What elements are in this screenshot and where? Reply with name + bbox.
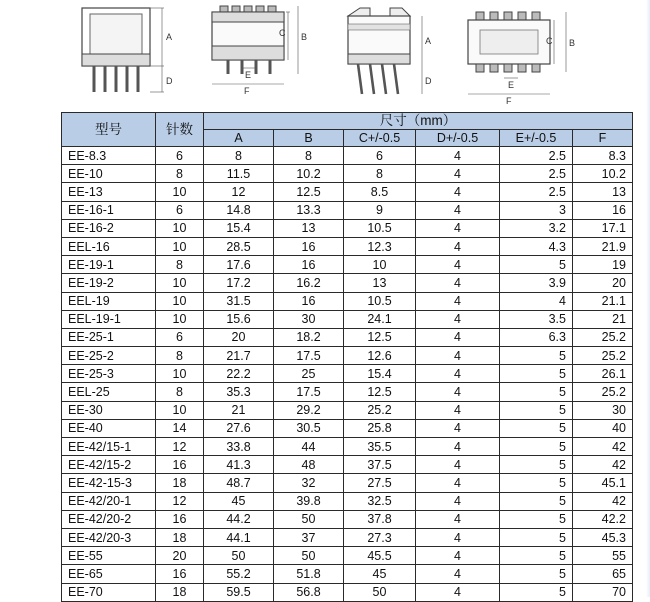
dim-label-f-bottom: F	[506, 96, 512, 106]
table-body	[62, 147, 633, 602]
cell-a: 8	[204, 147, 274, 165]
header-col-e: E+/-0.5	[500, 130, 573, 147]
cell-b: 12.5	[274, 183, 344, 201]
cell-b: 25	[274, 365, 344, 383]
cell-model: EE-16-1	[62, 201, 156, 219]
cell-f: 42	[573, 492, 633, 510]
cell-model: EE-42/20-1	[62, 492, 156, 510]
cell-model: EE-10	[62, 165, 156, 183]
cell-d: 4	[416, 365, 500, 383]
cell-f: 10.2	[573, 165, 633, 183]
cell-c: 45	[344, 565, 416, 583]
cell-c: 8	[344, 165, 416, 183]
cell-b: 13	[274, 219, 344, 237]
table-row	[62, 583, 633, 601]
cell-c: 8.5	[344, 183, 416, 201]
cell-d: 4	[416, 474, 500, 492]
cell-b: 13.3	[274, 201, 344, 219]
table-row	[62, 419, 633, 437]
header-col-a: A	[204, 130, 274, 147]
cell-model: EE-55	[62, 547, 156, 565]
cell-b: 17.5	[274, 347, 344, 365]
dim-label-a-persp: A	[425, 36, 432, 46]
cell-a: 59.5	[204, 583, 274, 601]
cell-e: 3	[500, 201, 573, 219]
table-row	[62, 474, 633, 492]
cell-c: 37.8	[344, 510, 416, 528]
cell-d: 4	[416, 256, 500, 274]
dim-label-c-bottom: C	[546, 36, 553, 46]
cell-a: 21	[204, 401, 274, 419]
cell-f: 21.1	[573, 292, 633, 310]
cell-d: 4	[416, 165, 500, 183]
cell-model: EEL-19-1	[62, 310, 156, 328]
cell-c: 10.5	[344, 292, 416, 310]
cell-f: 25.2	[573, 328, 633, 346]
cell-a: 41.3	[204, 456, 274, 474]
right-edge-shadow	[646, 0, 650, 597]
cell-pins: 8	[156, 383, 204, 401]
cell-d: 4	[416, 292, 500, 310]
cell-b: 16	[274, 292, 344, 310]
cell-e: 3.2	[500, 219, 573, 237]
cell-a: 17.2	[204, 274, 274, 292]
cell-pins: 10	[156, 237, 204, 255]
cell-model: EE-30	[62, 401, 156, 419]
table-row	[62, 147, 633, 165]
cell-b: 30.5	[274, 419, 344, 437]
cell-d: 4	[416, 456, 500, 474]
cell-e: 5	[500, 547, 573, 565]
cell-d: 4	[416, 438, 500, 456]
cell-d: 4	[416, 383, 500, 401]
cell-a: 27.6	[204, 419, 274, 437]
cell-e: 5	[500, 347, 573, 365]
cell-a: 15.6	[204, 310, 274, 328]
cell-a: 20	[204, 328, 274, 346]
side-view-diagram	[78, 2, 188, 102]
cell-d: 4	[416, 219, 500, 237]
cell-pins: 18	[156, 474, 204, 492]
cell-e: 4	[500, 292, 573, 310]
cell-f: 25.2	[573, 347, 633, 365]
cell-e: 5	[500, 419, 573, 437]
cell-model: EE-19-2	[62, 274, 156, 292]
table-row	[62, 365, 633, 383]
cell-a: 12	[204, 183, 274, 201]
cell-model: EE-42/20-3	[62, 528, 156, 546]
header-col-b: B	[274, 130, 344, 147]
cell-b: 48	[274, 456, 344, 474]
cell-f: 16	[573, 201, 633, 219]
cell-d: 4	[416, 565, 500, 583]
cell-f: 21	[573, 310, 633, 328]
cell-pins: 10	[156, 401, 204, 419]
cell-f: 42.2	[573, 510, 633, 528]
cell-b: 39.8	[274, 492, 344, 510]
cell-pins: 10	[156, 183, 204, 201]
cell-d: 4	[416, 583, 500, 601]
header-row-top	[62, 113, 633, 130]
table-row	[62, 401, 633, 419]
cell-a: 33.8	[204, 438, 274, 456]
cell-c: 10	[344, 256, 416, 274]
cell-b: 10.2	[274, 165, 344, 183]
cell-model: EE-16-2	[62, 219, 156, 237]
dim-label-f-front: F	[244, 86, 250, 96]
cell-pins: 20	[156, 547, 204, 565]
cell-e: 5	[500, 438, 573, 456]
cell-b: 16	[274, 237, 344, 255]
table-row	[62, 528, 633, 546]
cell-f: 26.1	[573, 365, 633, 383]
cell-e: 3.5	[500, 310, 573, 328]
cell-d: 4	[416, 510, 500, 528]
table-row	[62, 456, 633, 474]
cell-c: 25.2	[344, 401, 416, 419]
cell-d: 4	[416, 492, 500, 510]
table-row	[62, 256, 633, 274]
cell-model: EEL-16	[62, 237, 156, 255]
cell-model: EE-42/15-2	[62, 456, 156, 474]
cell-f: 17.1	[573, 219, 633, 237]
cell-a: 21.7	[204, 347, 274, 365]
table-row	[62, 510, 633, 528]
dim-label-d-persp: D	[425, 76, 432, 86]
cell-a: 44.2	[204, 510, 274, 528]
cell-pins: 10	[156, 365, 204, 383]
dim-label-b: B	[301, 32, 308, 42]
cell-model: EE-13	[62, 183, 156, 201]
cell-c: 6	[344, 147, 416, 165]
cell-model: EE-25-1	[62, 328, 156, 346]
cell-a: 22.2	[204, 365, 274, 383]
cell-c: 10.5	[344, 219, 416, 237]
cell-model: EE-65	[62, 565, 156, 583]
table-row	[62, 347, 633, 365]
cell-e: 5	[500, 583, 573, 601]
cell-a: 44.1	[204, 528, 274, 546]
cell-b: 51.8	[274, 565, 344, 583]
cell-d: 4	[416, 274, 500, 292]
cell-model: EE-42/15-1	[62, 438, 156, 456]
cell-pins: 16	[156, 510, 204, 528]
table-row	[62, 492, 633, 510]
cell-pins: 12	[156, 438, 204, 456]
dim-label-d: D	[166, 76, 173, 86]
table-row	[62, 328, 633, 346]
cell-c: 32.5	[344, 492, 416, 510]
cell-e: 6.3	[500, 328, 573, 346]
cell-d: 4	[416, 528, 500, 546]
cell-b: 16	[274, 256, 344, 274]
cell-pins: 6	[156, 328, 204, 346]
cell-f: 30	[573, 401, 633, 419]
cell-model: EE-25-2	[62, 347, 156, 365]
cell-e: 5	[500, 383, 573, 401]
table-row	[62, 183, 633, 201]
cell-model: EE-8.3	[62, 147, 156, 165]
cell-model: EE-19-1	[62, 256, 156, 274]
dim-label-a: A	[166, 32, 173, 42]
table-row	[62, 565, 633, 583]
cell-d: 4	[416, 147, 500, 165]
cell-f: 65	[573, 565, 633, 583]
cell-pins: 6	[156, 201, 204, 219]
table-row	[62, 438, 633, 456]
table-row	[62, 219, 633, 237]
cell-b: 17.5	[274, 383, 344, 401]
cell-model: EE-70	[62, 583, 156, 601]
cell-f: 55	[573, 547, 633, 565]
cell-a: 45	[204, 492, 274, 510]
cell-a: 48.7	[204, 474, 274, 492]
header-model: 型号	[62, 113, 156, 147]
cell-f: 42	[573, 438, 633, 456]
cell-pins: 8	[156, 256, 204, 274]
cell-pins: 18	[156, 583, 204, 601]
table-row	[62, 237, 633, 255]
cell-c: 35.5	[344, 438, 416, 456]
cell-e: 5	[500, 510, 573, 528]
cell-pins: 10	[156, 292, 204, 310]
dim-label-e-front: E	[245, 70, 252, 80]
cell-a: 17.6	[204, 256, 274, 274]
cell-model: EE-42-15-3	[62, 474, 156, 492]
cell-e: 3.9	[500, 274, 573, 292]
cell-c: 24.1	[344, 310, 416, 328]
cell-c: 12.6	[344, 347, 416, 365]
cell-a: 11.5	[204, 165, 274, 183]
cell-model: EE-25-3	[62, 365, 156, 383]
cell-pins: 10	[156, 310, 204, 328]
cell-a: 14.8	[204, 201, 274, 219]
cell-d: 4	[416, 310, 500, 328]
header-col-d: D+/-0.5	[416, 130, 500, 147]
cell-b: 32	[274, 474, 344, 492]
cell-f: 70	[573, 583, 633, 601]
cell-c: 37.5	[344, 456, 416, 474]
cell-a: 55.2	[204, 565, 274, 583]
table-row	[62, 547, 633, 565]
cell-pins: 8	[156, 165, 204, 183]
cell-pins: 6	[156, 147, 204, 165]
cell-a: 31.5	[204, 292, 274, 310]
cell-b: 29.2	[274, 401, 344, 419]
cell-f: 40	[573, 419, 633, 437]
perspective-view-diagram	[340, 4, 445, 104]
cell-e: 5	[500, 492, 573, 510]
cell-c: 13	[344, 274, 416, 292]
cell-d: 4	[416, 328, 500, 346]
cell-model: EEL-25	[62, 383, 156, 401]
cell-a: 50	[204, 547, 274, 565]
cell-b: 56.8	[274, 583, 344, 601]
front-view-diagram	[208, 0, 318, 100]
cell-pins: 8	[156, 347, 204, 365]
cell-pins: 14	[156, 419, 204, 437]
cell-c: 12.3	[344, 237, 416, 255]
cell-c: 12.5	[344, 328, 416, 346]
cell-b: 18.2	[274, 328, 344, 346]
bottom-view-diagram	[462, 4, 587, 108]
cell-d: 4	[416, 347, 500, 365]
cell-b: 44	[274, 438, 344, 456]
cell-c: 12.5	[344, 383, 416, 401]
cell-e: 2.5	[500, 165, 573, 183]
dim-label-e-bottom: E	[508, 80, 515, 90]
cell-e: 4.3	[500, 237, 573, 255]
cell-b: 30	[274, 310, 344, 328]
dim-label-b-bottom: B	[569, 38, 576, 48]
cell-f: 13	[573, 183, 633, 201]
cell-pins: 12	[156, 492, 204, 510]
cell-c: 27.3	[344, 528, 416, 546]
cell-f: 20	[573, 274, 633, 292]
cell-b: 8	[274, 147, 344, 165]
cell-f: 45.3	[573, 528, 633, 546]
cell-c: 50	[344, 583, 416, 601]
cell-d: 4	[416, 201, 500, 219]
cell-e: 5	[500, 365, 573, 383]
table-row	[62, 310, 633, 328]
header-size-group: 尺寸（mm）	[204, 113, 633, 130]
header-col-c: C+/-0.5	[344, 130, 416, 147]
cell-c: 45.5	[344, 547, 416, 565]
cell-e: 5	[500, 456, 573, 474]
cell-f: 25.2	[573, 383, 633, 401]
cell-f: 8.3	[573, 147, 633, 165]
cell-model: EE-42/20-2	[62, 510, 156, 528]
cell-c: 15.4	[344, 365, 416, 383]
table-row	[62, 274, 633, 292]
table-row	[62, 383, 633, 401]
cell-d: 4	[416, 401, 500, 419]
cell-b: 50	[274, 510, 344, 528]
cell-pins: 10	[156, 219, 204, 237]
cell-pins: 18	[156, 528, 204, 546]
cell-d: 4	[416, 237, 500, 255]
cell-d: 4	[416, 547, 500, 565]
cell-f: 19	[573, 256, 633, 274]
cell-pins: 10	[156, 274, 204, 292]
dimension-diagrams	[0, 0, 650, 112]
cell-pins: 16	[156, 456, 204, 474]
cell-e: 5	[500, 401, 573, 419]
table-row	[62, 165, 633, 183]
cell-e: 5	[500, 474, 573, 492]
cell-b: 16.2	[274, 274, 344, 292]
cell-d: 4	[416, 183, 500, 201]
cell-model: EEL-19	[62, 292, 156, 310]
cell-a: 15.4	[204, 219, 274, 237]
cell-e: 2.5	[500, 147, 573, 165]
cell-e: 5	[500, 528, 573, 546]
cell-d: 4	[416, 419, 500, 437]
cell-c: 9	[344, 201, 416, 219]
cell-f: 42	[573, 456, 633, 474]
cell-e: 2.5	[500, 183, 573, 201]
cell-f: 21.9	[573, 237, 633, 255]
cell-c: 25.8	[344, 419, 416, 437]
cell-pins: 16	[156, 565, 204, 583]
header-col-f: F	[573, 130, 633, 147]
cell-e: 5	[500, 256, 573, 274]
cell-e: 5	[500, 565, 573, 583]
header-pins: 针数	[156, 113, 204, 147]
cell-model: EE-40	[62, 419, 156, 437]
table-row	[62, 292, 633, 310]
cell-a: 28.5	[204, 237, 274, 255]
cell-c: 27.5	[344, 474, 416, 492]
dim-label-c: C	[279, 28, 286, 38]
cell-b: 50	[274, 547, 344, 565]
spec-table	[61, 112, 633, 602]
cell-a: 35.3	[204, 383, 274, 401]
cell-f: 45.1	[573, 474, 633, 492]
table-row	[62, 201, 633, 219]
cell-b: 37	[274, 528, 344, 546]
